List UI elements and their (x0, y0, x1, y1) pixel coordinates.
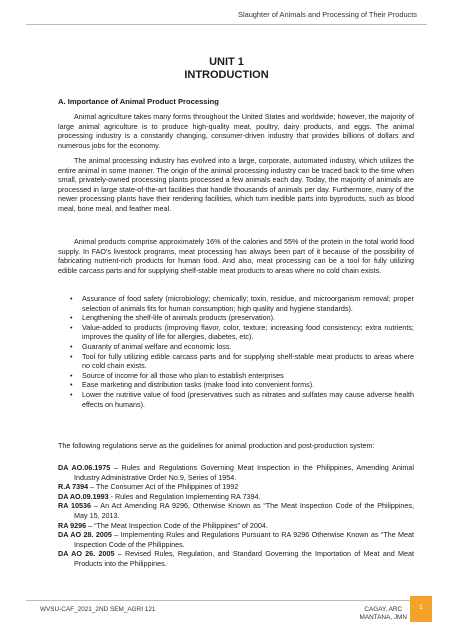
paragraph-1 (58, 112, 414, 150)
bullet-icon: • (70, 294, 73, 303)
list-item (70, 380, 414, 390)
list-item-text: Value-added to products (improving flavor, color, texture; increasing food consistency; extra nutrients; improves the quality of life for allergies, diabetes, etc). (82, 322, 414, 342)
list-item (70, 313, 414, 323)
paragraph-2-text: The animal processing industry has evolved into a large, corporate, automated industry, which utilizes the entire animal in some manner. The origin of the animal processing industry can be traced back to the time when small, privately-owned processing plants processed a few animals each day. Today, the majority of animals are processed in large state-of-the-art facilities that handle thousands of animals per day. Furthermore, many of the newer processing plants have their rendering facilities, which turn inedible parts into byproducts, such as blood meal, bone meal, and feather meal. (58, 156, 414, 213)
bullet-icon: • (70, 389, 73, 399)
regulation-text: – Revised Rules, Regulation, and Standard Governing the Importation of Meat and Meat Products into the Philippines. (74, 549, 414, 568)
regulation-text: – Rules and Regulations Governing Meat Inspection in the Philippines, Amending Animal Industry Administrative Order No.9, Series of 1954. (74, 463, 414, 482)
bullet-icon: • (70, 322, 73, 332)
footer-course-code: WVSU-CAF_2021_2ND SEM_AGRI 121 (40, 606, 156, 613)
list-item-text: Lower the nutritive value of food (preservatives such as nitrates and sulfates may cause adverse health effects on humans). (82, 389, 414, 409)
paragraph-3-text: Animal products comprise approximately 16% of the calories and 55% of the protein in the total world food supply. In FAO's livestock programs, meat processing has always been part of it because of the possibility of fabricating nutrient-rich products for human food. And also, meat processing can be a tool for fully utilizing edible carcass parts and for supplying shelf-stable meat products to areas where no cold chain exists. (58, 237, 414, 275)
list-item (70, 294, 414, 313)
bullet-icon: • (70, 380, 73, 390)
paragraph-1-text: Animal agriculture takes many forms throughout the United States and worldwide; however, the majority of large animal agriculture is to produce high-quality meat, poultry, dairy products, and eggs. The animal processing industry is a constantly changing, consumer-driven industry that provides billions of dollars and numerous jobs for the economy. (58, 112, 414, 150)
footer-author-1: CAGAY, ARC (364, 606, 403, 613)
regulation-code: DA AO.09.1993 (58, 491, 109, 501)
bullet-icon: • (70, 341, 73, 351)
list-item (70, 352, 414, 371)
list-item (70, 390, 414, 409)
regulation-text: - Rules and Regulation Implementing RA 7394. (108, 491, 261, 501)
unit-title: INTRODUCTION (184, 69, 269, 81)
regulation-code: RA 10536 (58, 501, 91, 511)
footer-divider (26, 600, 427, 601)
list-item (70, 371, 414, 381)
list-item-text: Ease marketing and distribution tasks (make food into convenient forms). (82, 380, 315, 390)
list-item (70, 342, 414, 352)
bullet-icon: • (70, 351, 73, 361)
regulation-code: DA AO.06.1975 (58, 463, 111, 472)
regulation-code: RA 9296 (58, 520, 87, 530)
regulation-text: – “The Meat Inspection Code of the Philippines” of 2004. (86, 520, 268, 530)
running-header: Slaughter of Animals and Processing of Their Products (238, 10, 417, 19)
regulation-code: DA AO 26. 2005 (58, 549, 115, 559)
regulation-entry (58, 549, 414, 568)
regulation-code: DA AO 28. 2005 (58, 530, 112, 540)
regulations-intro: The following regulations serve as the guidelines for animal production and post-production system: (58, 441, 375, 450)
header-divider (26, 24, 427, 25)
regulation-text: – The Consumer Act of the Philippines of 1992 (88, 482, 239, 492)
benefits-list (70, 294, 414, 409)
regulation-entry (58, 521, 414, 531)
bullet-icon: • (70, 370, 73, 380)
unit-number: UNIT 1 (209, 56, 244, 68)
regulation-code: R.A 7394 (58, 482, 89, 492)
page-number: 1 (419, 604, 423, 611)
list-item-text: Lengthening the shelf-life of animals products (preservation). (82, 313, 275, 323)
list-item-text: Source of income for all those who plan to establish enterprises (82, 370, 284, 380)
list-item-text: Assurance of food safety (microbiology; chemically; toxin, residue, and microorganism removal; proper selection of animals fits for human consumption; high quality and hygiene standards). (82, 294, 414, 313)
regulation-entry (58, 463, 414, 482)
regulations-list (58, 463, 414, 569)
footer-authors (360, 606, 407, 622)
paragraph-3 (58, 237, 414, 275)
bullet-icon: • (70, 313, 73, 323)
regulation-entry (58, 501, 414, 520)
list-item-text: Guaranty of animal welfare and economic loss. (82, 341, 232, 351)
paragraph-2 (58, 156, 414, 214)
regulation-text: – Implementing Rules and Regulations Pursuant to RA 9296 Otherwise Known as “The Meat Inspection Code of the Philippines. (74, 530, 414, 549)
regulation-entry (58, 482, 414, 492)
regulation-entry (58, 492, 414, 502)
regulation-text: – An Act Amending RA 9296, Otherwise Known as “The Meat Inspection Code of the Philippines, May 15, 2013. (74, 501, 414, 520)
footer-author-2: MANTANA, JMN (359, 614, 407, 621)
list-item (70, 323, 414, 342)
list-item-text: Tool for fully utilizing edible carcass parts and for supplying shelf-stable meat products to areas where no cold chain exists. (82, 351, 414, 371)
regulation-entry (58, 530, 414, 549)
section-heading: A. Importance of Animal Product Processing (58, 97, 219, 106)
